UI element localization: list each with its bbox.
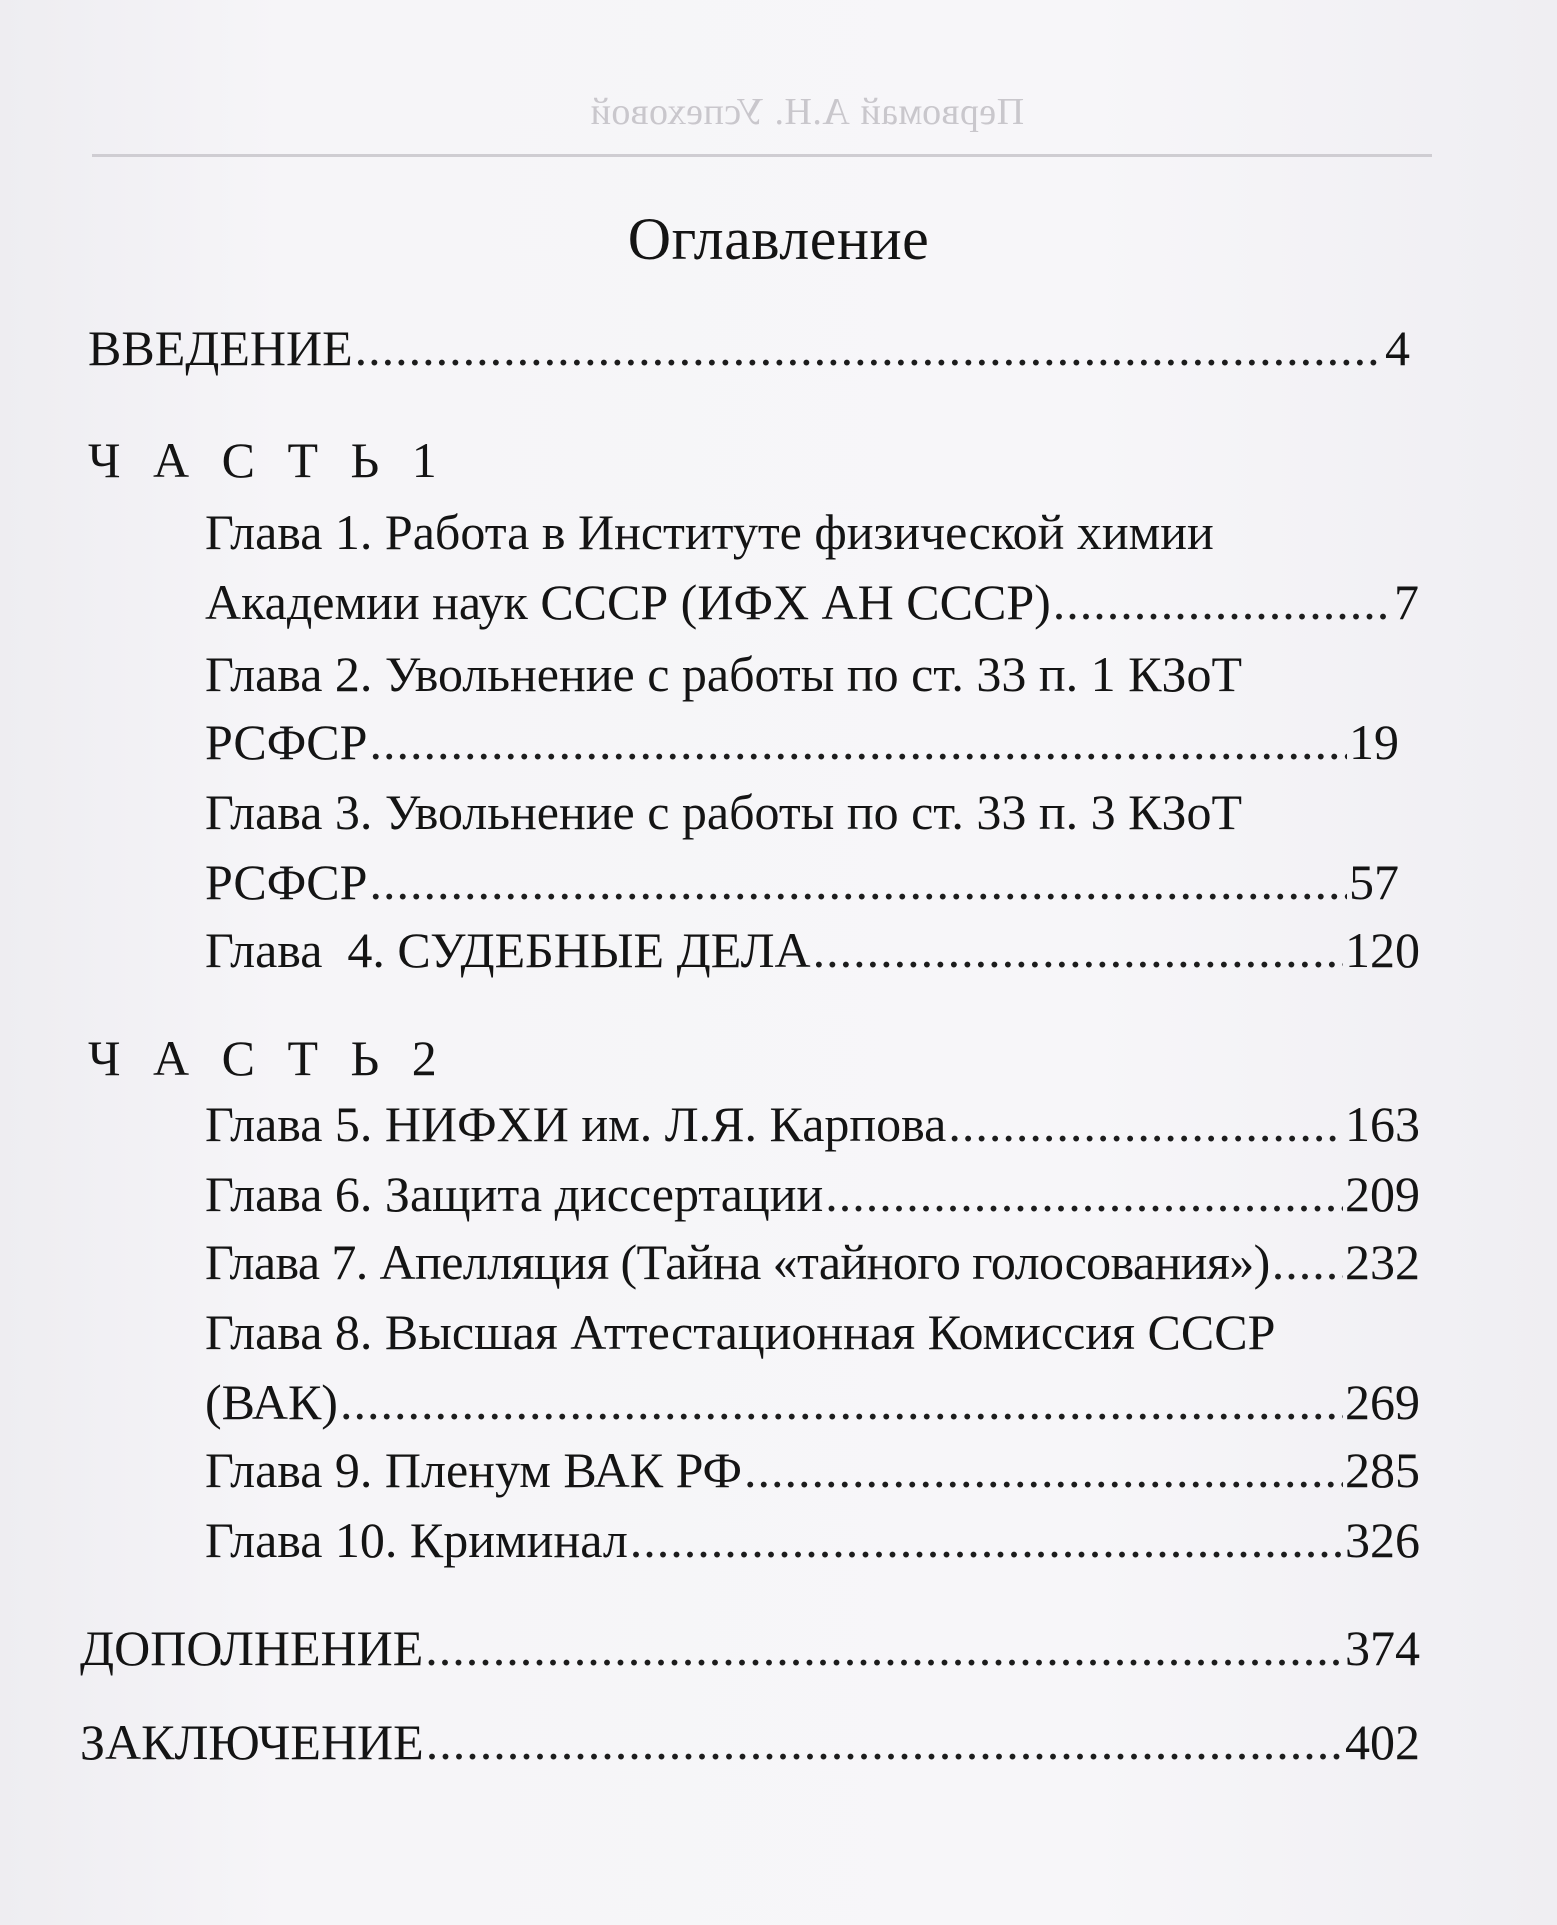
toc-entry-page: 232 <box>1345 1234 1420 1290</box>
toc-leader-dots <box>369 852 1347 912</box>
toc-leader-dots <box>948 1094 1343 1154</box>
toc-entry-ch5 <box>205 1094 1420 1154</box>
toc-entry-ch8-line1 <box>205 1302 1445 1362</box>
toc-entry-page: 4 <box>1385 320 1410 376</box>
running-head: Первомай А.Н. Успеховой <box>590 91 1025 133</box>
toc-entry-label: Глава 8. Высшая Аттестационная Комиссия СССР <box>205 1304 1276 1360</box>
toc-entry-conclusion <box>80 1712 1420 1772</box>
toc-entry-label: ВВЕДЕНИЕ <box>88 320 353 376</box>
toc-entry-page: 19 <box>1349 714 1399 770</box>
toc-entry-ch3-line1 <box>205 782 1445 842</box>
toc-leader-dots <box>813 920 1343 980</box>
toc-entry-supplement <box>80 1618 1420 1678</box>
toc-leader-dots <box>340 1372 1343 1432</box>
toc-part-2: Ч А С Т Ь 2 <box>88 1030 447 1086</box>
page-title: Оглавление <box>627 206 930 272</box>
toc-entry-label: ЗАКЛЮЧЕНИЕ <box>80 1714 424 1770</box>
toc-entry-label: Глава 4. СУДЕБНЫЕ ДЕЛА <box>205 922 811 978</box>
toc-entry-page: 402 <box>1345 1714 1420 1770</box>
toc-leader-dots <box>369 712 1347 772</box>
toc-entry-ch6 <box>205 1164 1420 1224</box>
toc-entry-label: Глава 10. Криминал <box>205 1512 628 1568</box>
toc-entry-label: Глава 9. Пленум ВАК РФ <box>205 1442 743 1498</box>
toc-entry-page: 326 <box>1345 1512 1420 1568</box>
toc-entry-ch1-line2 <box>205 572 1419 632</box>
toc-entry-page: 163 <box>1345 1096 1420 1152</box>
toc-entry-page: 209 <box>1345 1166 1420 1222</box>
toc-entry-label: Глава 3. Увольнение с работы по ст. 33 п. 3 КЗоТ <box>205 784 1243 840</box>
toc-entry-intro <box>88 318 1410 378</box>
toc-entry-label: ДОПОЛНЕНИЕ <box>80 1620 424 1676</box>
toc-entry-ch4 <box>205 920 1420 980</box>
toc-entry-page: 374 <box>1345 1620 1420 1676</box>
toc-entry-page: 7 <box>1394 574 1419 630</box>
toc-entry-ch9 <box>205 1440 1420 1500</box>
toc-entry-label: Глава 1. Работа в Институте физической химии <box>205 504 1214 560</box>
toc-entry-ch10 <box>205 1510 1420 1570</box>
toc-entry-label: Глава 6. Защита диссертации <box>205 1166 824 1222</box>
toc-entry-label: Глава 7. Апелляция (Тайна «тайного голосования») <box>205 1234 1270 1290</box>
toc-part-1: Ч А С Т Ь 1 <box>88 432 447 488</box>
toc-leader-dots <box>426 1712 1343 1772</box>
toc-entry-ch1-line1 <box>205 502 1425 562</box>
toc-leader-dots <box>425 1618 1343 1678</box>
toc-leader-dots <box>744 1440 1343 1500</box>
toc-leader-dots <box>825 1164 1343 1224</box>
toc-entry-label: РСФСР <box>205 714 368 770</box>
header-rule <box>92 154 1432 157</box>
toc-leader-dots <box>1053 572 1392 632</box>
toc-entry-ch2-line1 <box>205 644 1445 704</box>
toc-entry-label: Академии наук СССР (ИФХ АН СССР) <box>205 574 1051 630</box>
toc-entry-label: (ВАК) <box>205 1374 338 1430</box>
toc-entry-ch3-line2 <box>205 852 1399 912</box>
toc-entry-page: 285 <box>1345 1442 1420 1498</box>
toc-leader-dots <box>355 318 1383 378</box>
toc-entry-label: Глава 2. Увольнение с работы по ст. 33 п. 1 КЗоТ <box>205 646 1243 702</box>
toc-entry-label: РСФСР <box>205 854 368 910</box>
toc-entry-page: 57 <box>1349 854 1399 910</box>
toc-entry-page: 269 <box>1345 1374 1420 1430</box>
toc-entry-label: Глава 5. НИФХИ им. Л.Я. Карпова <box>205 1096 947 1152</box>
toc-entry-page: 120 <box>1345 922 1420 978</box>
toc-leader-dots <box>630 1510 1343 1570</box>
toc-entry-ch2-line2 <box>205 712 1399 772</box>
toc-entry-ch8-line2 <box>205 1372 1420 1432</box>
toc-leader-dots <box>1272 1232 1343 1292</box>
toc-entry-ch7 <box>205 1232 1420 1292</box>
